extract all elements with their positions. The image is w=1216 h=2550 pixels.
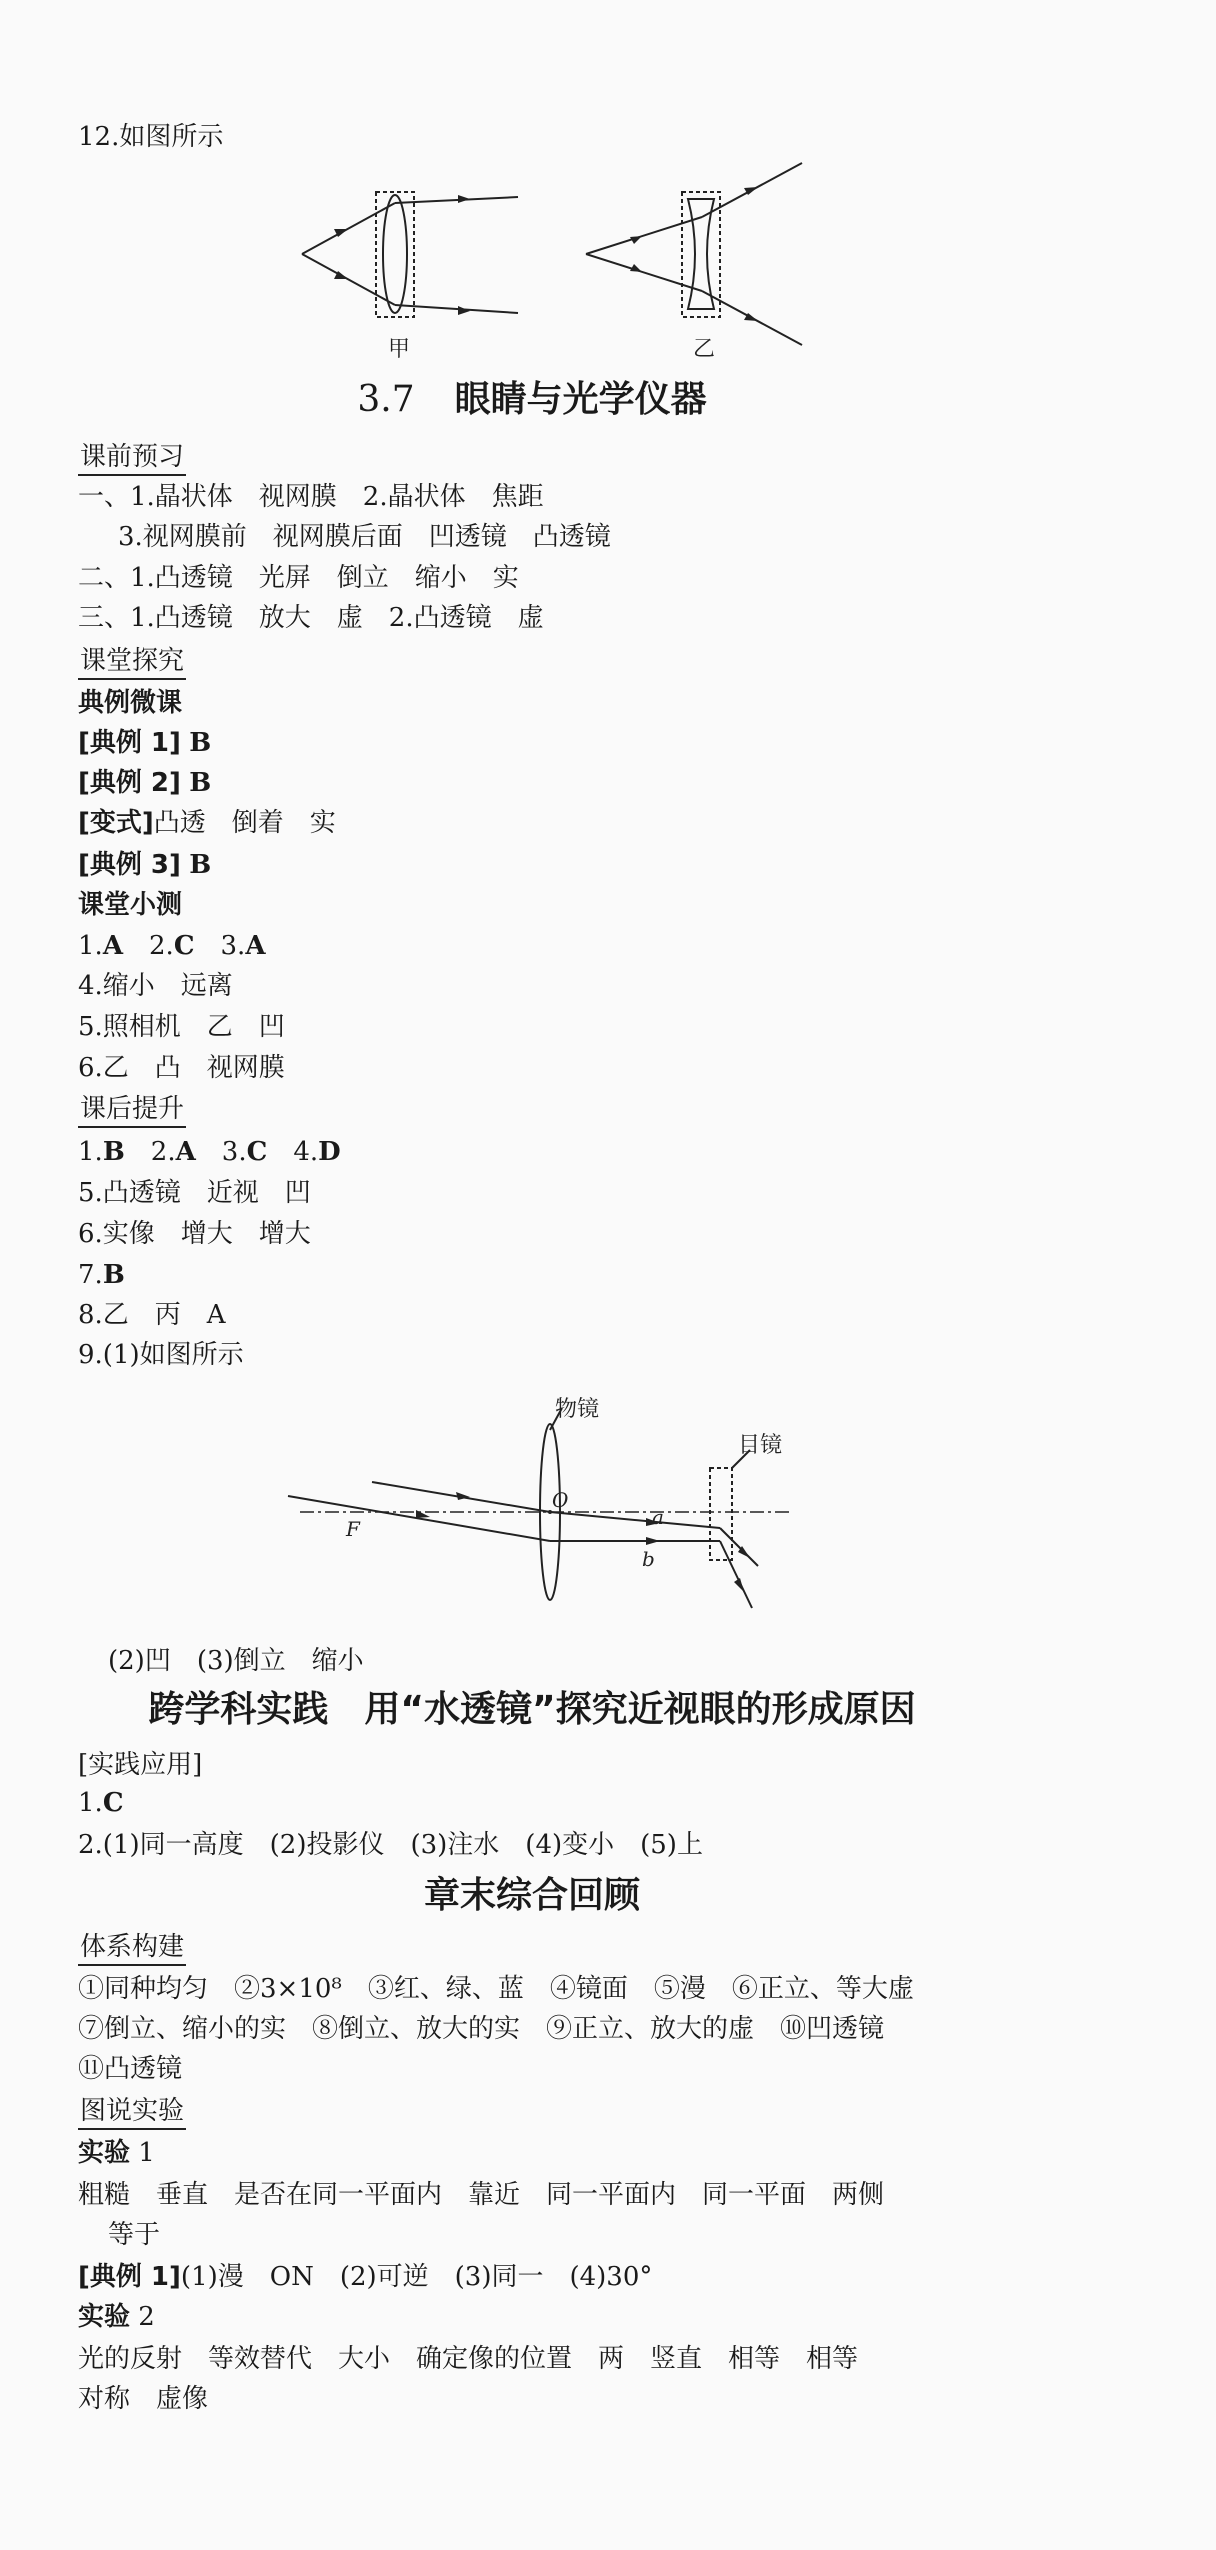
khts-line-9b: (2)凹 (3)倒立 缩小 (108, 1646, 364, 1676)
ex1-tag: [典例 1] (78, 728, 181, 758)
tssy-line-3: 光的反射 等效替代 大小 确定像的位置 两 竖直 相等 相等 (78, 2344, 859, 2374)
sjyy-line-1: 1.C (78, 1788, 124, 1818)
heading-dlwk: 典例微课 (78, 688, 183, 718)
label-a: a (652, 1505, 664, 1529)
section-title-zmzh: 章末综合回顾 (423, 1875, 640, 1916)
ktjt-variant (78, 806, 336, 840)
heading-kqyx: 课前预习 (78, 440, 186, 476)
kqyx-line-2: 3.视网膜前 视网膜后面 凹透镜 凸透镜 (118, 522, 611, 552)
khts-line-7: 7.B (78, 1260, 125, 1290)
sjyy-line-2: 2.(1)同一高度 (2)投影仪 (3)注水 (4)变小 (5)上 (78, 1830, 703, 1860)
tssy-exp2: 实验 2 (78, 2302, 155, 2332)
label-yi: 乙 (693, 337, 716, 362)
eyepiece-box (710, 1468, 732, 1560)
ktxc-line-6: 6.乙 凸 视网膜 (78, 1053, 285, 1083)
ex2-tag: [典例 2] (78, 768, 181, 798)
q12-label: 12.如图所示 (78, 122, 224, 152)
txgj-line-2: ⑦倒立、缩小的实 ⑧倒立、放大的实 ⑨正立、放大的虚 ⑩凹透镜 (78, 2014, 885, 2044)
ktxc-line-4: 4.缩小 远离 (78, 971, 233, 1001)
ktjt-ex3 (78, 848, 211, 882)
ktjt-ex1 (78, 726, 211, 760)
section-title-3-7 (0, 376, 1064, 424)
tssy-line-1: 粗糙 垂直 是否在同一平面内 靠近 同一平面内 同一平面 两侧 (78, 2180, 885, 2210)
section-title-kxk: 跨学科实践 用“水透镜”探究近视眼的形成原因 (148, 1689, 916, 1730)
section-number: 3.7 (357, 379, 415, 420)
khts-line-1: 1.B 2.A 3.C 4.D (78, 1137, 341, 1167)
variant-tag: [变式] (78, 808, 154, 838)
heading-txgj: 体系构建 (78, 1930, 186, 1966)
ex3-answer: B (189, 850, 212, 880)
concave-lens (688, 199, 714, 309)
heading-tssy: 图说实验 (78, 2094, 186, 2130)
ex2-answer: B (189, 768, 212, 798)
ktjt-ex2 (78, 766, 211, 800)
convex-lens (383, 195, 407, 313)
tssy-exp1: 实验 1 (78, 2138, 155, 2168)
kqyx-line-4: 三、1.凸透镜 放大 虚 2.凸透镜 虚 (78, 603, 544, 633)
lens-ray-figure (290, 155, 830, 370)
khts-line-5: 5.凸透镜 近视 凹 (78, 1178, 311, 1208)
tssy-line-2: 等于 (108, 2220, 161, 2250)
tssy-line-4: 对称 虚像 (78, 2384, 209, 2414)
variant-answer: 凸透 倒着 实 (153, 808, 336, 838)
kqyx-line-1: 一、1.晶状体 视网膜 2.晶状体 焦距 (78, 482, 544, 512)
txgj-line-1: ①同种均匀 ②3×10⁸ ③红、绿、蓝 ④镜面 ⑤漫 ⑥正立、等大虚 (78, 1974, 914, 2004)
label-eyepiece: 目镜 (738, 1433, 783, 1458)
txgj-line-3: ⑪凸透镜 (78, 2054, 183, 2084)
label-O: O (552, 1488, 569, 1512)
ktxc-line-5: 5.照相机 乙 凹 (78, 1012, 285, 1042)
khts-line-6: 6.实像 增大 增大 (78, 1219, 311, 1249)
heading-ktxc: 课堂小测 (78, 890, 183, 920)
khts-line-8: 8.乙 丙 A (78, 1300, 226, 1330)
ex3-tag: [典例 3] (78, 850, 181, 880)
tssy-ex1: [典例 1](1)漫 ON (2)可逆 (3)同一 (4)30° (78, 2262, 653, 2292)
heading-ktjt: 课堂探究 (78, 644, 186, 680)
label-F: F (346, 1517, 360, 1541)
label-b: b (642, 1547, 655, 1571)
heading-khts: 课后提升 (78, 1092, 186, 1128)
kqyx-line-3: 二、1.凸透镜 光屏 倒立 缩小 实 (78, 563, 519, 593)
objective-eyepiece-figure (280, 1390, 810, 1630)
label-jia: 甲 (388, 337, 411, 362)
label-objective: 物镜 (555, 1397, 600, 1422)
section-name: 眼睛与光学仪器 (454, 379, 707, 420)
ex1-answer: B (189, 728, 212, 758)
khts-line-9: 9.(1)如图所示 (78, 1340, 244, 1370)
ktxc-line-1: 1.A 2.C 3.A (78, 931, 266, 961)
heading-sjyy: [实践应用] (78, 1750, 203, 1780)
